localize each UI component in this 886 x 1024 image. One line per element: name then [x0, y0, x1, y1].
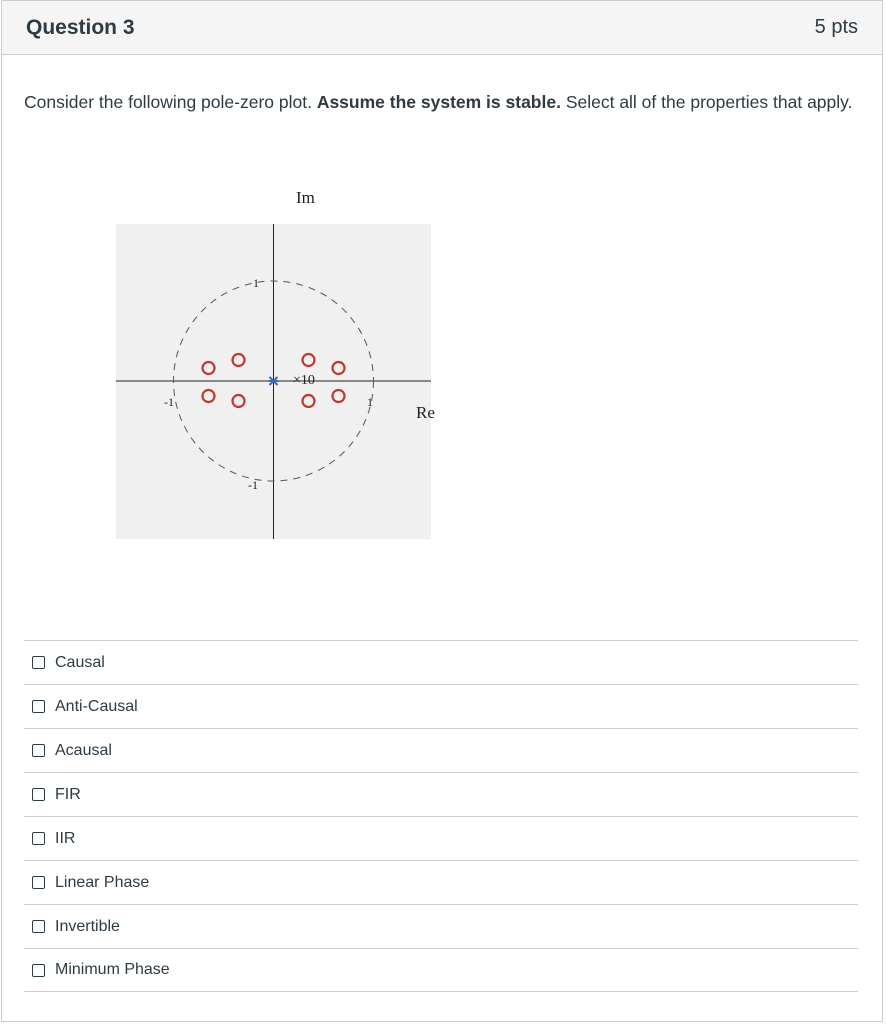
answer-checkbox[interactable] — [32, 920, 45, 933]
im-axis-label: Im — [296, 188, 315, 207]
tick-label-left: -1 — [164, 395, 174, 409]
answer-checkbox[interactable] — [32, 744, 45, 757]
pole-zero-figure — [104, 180, 464, 560]
answer-option[interactable] — [24, 816, 858, 860]
answer-checkbox[interactable] — [32, 832, 45, 845]
answer-option[interactable] — [24, 904, 858, 948]
pole-multiplicity-label: ×10 — [293, 373, 315, 388]
answer-label[interactable]: Acausal — [55, 741, 112, 759]
tick-label-right: 1 — [367, 395, 373, 409]
answer-checkbox[interactable] — [32, 964, 45, 977]
answer-option[interactable] — [24, 860, 858, 904]
tick-label-top: 1 — [253, 276, 259, 290]
question-header — [2, 1, 882, 55]
re-axis-label: Re — [416, 403, 435, 422]
pole-zero-plot — [104, 180, 464, 560]
question-prompt — [24, 88, 860, 117]
answer-label[interactable]: IIR — [55, 829, 76, 847]
answer-option[interactable] — [24, 728, 858, 772]
answer-checkbox[interactable] — [32, 788, 45, 801]
answer-label[interactable]: Invertible — [55, 917, 120, 935]
prompt-text-1: Consider the following pole-zero plot. — [24, 92, 317, 112]
answer-label[interactable]: Minimum Phase — [55, 961, 170, 978]
prompt-text-bold: Assume the system is stable. — [316, 92, 561, 112]
question-points: 5 pts — [814, 16, 858, 38]
answer-checkbox[interactable] — [32, 656, 45, 669]
answer-option[interactable] — [24, 948, 858, 992]
answer-checkbox[interactable] — [32, 876, 45, 889]
answer-label[interactable]: Causal — [55, 653, 105, 671]
answer-option[interactable] — [24, 640, 858, 684]
answer-list — [24, 640, 858, 992]
answer-option[interactable] — [24, 772, 858, 816]
answer-option[interactable] — [24, 684, 858, 728]
answer-label[interactable]: Anti-Causal — [55, 697, 138, 715]
answer-label[interactable]: Linear Phase — [55, 873, 150, 891]
answer-label[interactable]: FIR — [55, 785, 81, 803]
prompt-text-2: Select all of the properties that apply. — [560, 92, 853, 112]
question-title: Question 3 — [26, 15, 135, 39]
answer-checkbox[interactable] — [32, 700, 45, 713]
tick-label-bottom: -1 — [248, 478, 258, 492]
